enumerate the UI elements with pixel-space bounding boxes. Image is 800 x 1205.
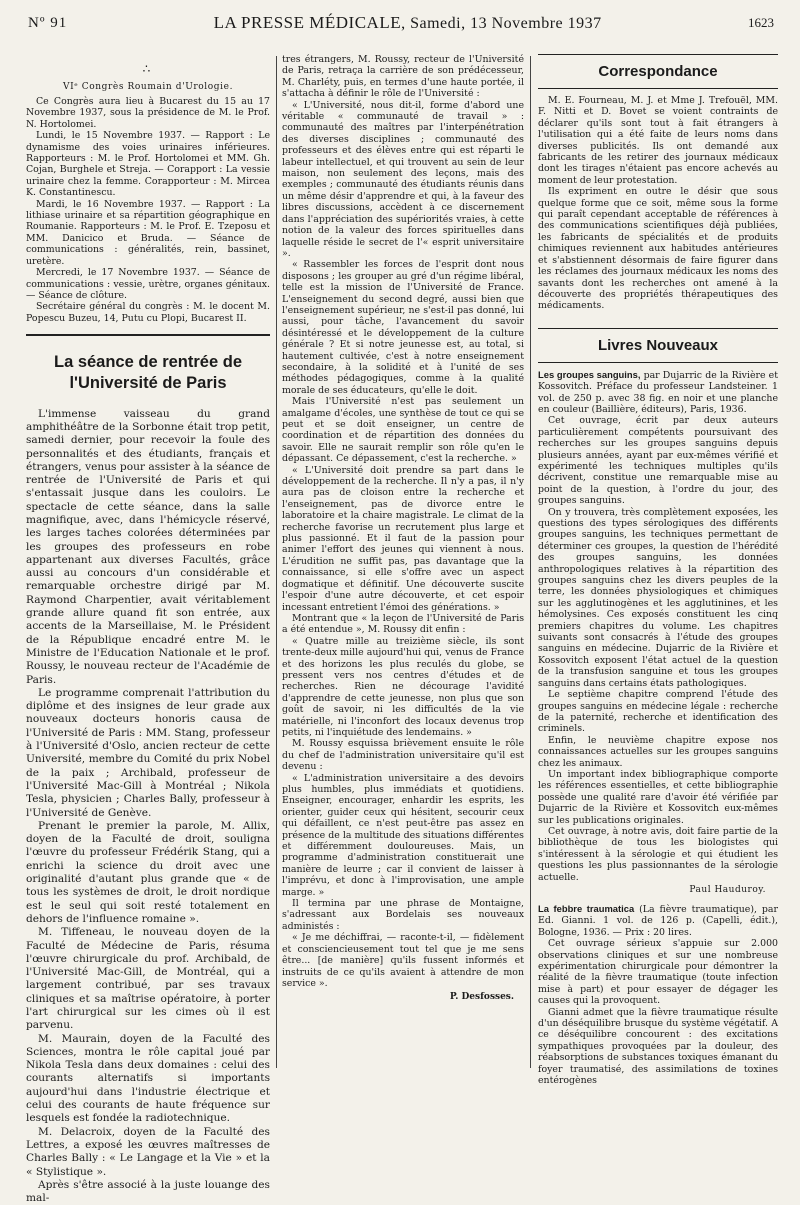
review-paragraph: Cet ouvrage, écrit par deux auteurs particulièrement compétents poursuivant des recherches sur les groupes sanguins depuis plusieurs années, ayant par eux-mêmes vérifié et expérimenté les techniques multiples qu'ils décrivent, constitue une remarquable mise au point de la question, à l'ordre du jour, des groupes sanguins. [538,415,778,507]
review-paragraph: Cet ouvrage sérieux s'appuie sur 2.000 observations cliniques et sur une nombreuse expérimentation chirurgicale pour démontrer la réalité de la fièvre traumatique (toute infection mise à part) et pour essayer de dégager les causes qui la provoquent. [538,938,778,1007]
review-signature: Paul Hauduroy. [689,885,766,895]
issue-date: Samedi, 13 Novembre 1937 [410,15,602,32]
quote-paragraph: « L'Université doit prendre sa part dans le développement de la recherche. Il n'y a pas, il n'y aura pas de cloison entre la recherche et l'enseignement, pas de divorce entre le laboratoire et la chaire magistrale. Le climat de la recherche favorise un recrutement plus large et plus passionné. Et il faut de la passion pour animer l'effort des jeunes qui viennent à nous. L'érudition ne suffit pas, pas davantage que la connaissance, si elle s'offre avec un aspect dogmatique et définitif. Une découverte suscite l'espoir d'une autre découverte, et cet espoir incessant entretient l'émoi des générations. » [282,464,524,613]
ornament: ∴ [142,62,154,76]
quote-paragraph: Mais l'Université n'est pas seulement un amalgame d'écoles, une synthèse de tout ce qui se peut et se doit enseigner, un centre de coordination et de répartition des données du savoir. Elle ne saurait remplir son rôle qu'en le dépassant. Ce dépassement, c'est la recherche. » [282,396,524,465]
review-paragraph: Gianni admet que la fièvre traumatique résulte d'un déséquilibre brusque du système végétatif. A ce déséquilibre concourent : des excitations sympathiques provoquées par la douleur, des réabsorptions de substances toxiques émanant du foyer traumatisé, des assimilations de toxines entérogènes [538,1006,778,1087]
article-paragraph: Prenant le premier la parole, M. Allix, doyen de la Faculté de droit, souligna l'œuvre du professeur Frédérik Stang, qui a enrichi la science du droit avec une originalité d'autant plus grande que « de tous les systèmes de droit, le droit nordique est le seul qui soit resté totalement en dehors de l'influence romaine ». [26,819,270,925]
page-header [28,6,774,40]
column-rule-2 [530,56,531,1068]
article-title: La séance de rentrée de l'Université de Paris [53,352,242,392]
book-reference [538,369,778,416]
review-paragraph: Le septième chapitre comprend l'étude des groupes sanguins en médecine légale : recherche de la paternité, recherche et identification des criminels. [538,689,778,735]
review-paragraph: Cet ouvrage, à notre avis, doit faire partie de la bibliothèque de tous les biologistes qui s'intéressent à la sérologie et qui étudient les questions les plus passionnantes de la sérologie actuelle. [538,825,778,883]
article-paragraph: M. Delacroix, doyen de la Faculté des Lettres, a exposé les œuvres maîtresses de Charles Bally : « Le Langage et la Vie » et la « Stylistique ». [26,1125,270,1178]
quote-paragraph: « L'administration universitaire a des devoirs plus humbles, plus immédiats et quotidiens. Enseigner, encourager, enhardir les esprits, les orienter, guider ceux qui hésitent, secourir ceux qui défaillent, ce n'est peut-être pas assez en présence de la multitude des situations différentes et différemment douloureuses. Mais, un programme d'administration constituerait une manière de leurre ; car il convient de laisser à l'imprévu, et donc à l'improvisation, une ample marge. » [282,772,524,898]
article-paragraph: Il termina par une phrase de Montaigne, s'adressant aux Bordelais ses nouveaux administés : [282,898,524,932]
masthead: LA PRESSE MÉDICALE, Samedi, 13 Novembre 1937 [213,13,602,32]
quote-paragraph: « Je me déchiffrai, — raconte-t-il, — fidèlement et consciencieusement tout tel que je me sens être... [de manière] qu'ils fussent informés et instruits de ce qu'ils avaient à attendre de mon service ». [282,932,524,989]
book-title: Les groupes sanguins, [538,368,641,380]
correspondance-title: Correspondance [598,63,718,80]
section-rule [538,362,778,363]
issue-number: Nº 91 [28,14,68,31]
article-paragraph: M. Roussy esquissa brièvement ensuite le rôle du chef de l'administration universitaire qu'il est devenu : [282,738,524,773]
quote-paragraph: « Rassembler les forces de l'esprit dont nous disposons ; les grouper au gré d'un régime libéral, telle est la mission de l'Université de France. L'enseignement du second degré, aussi bien que l'enseignement supérieur, ne s'est-il pas donné, lui aussi, pour tâche, l'avancement du savoir désintéressé et le développement de la culture générale ? Et si notre jeunesse est, au total, si hautement cultivée, c'est à notre enseignement secondaire, à la solidité et à l'unité de ses méthodes pédagogiques, comme à la qualité morale de ses éducateurs, qu'elle le doit. [282,259,524,396]
article-paragraph: L'immense vaisseau du grand amphithéâtre de la Sorbonne était trop petit, samedi dernier, pour recevoir la foule des personnalités et des étudiants, français et étrangers, venus pour assister à la séance de rentrée de l'Université de Paris et qui s'entassait jusque dans les couloirs. Le spectacle de cette séance, dans la salle magnifique, avec, dans l'hémicycle réservé, les larges taches colorées déterminées par les groupes des professeurs en robe appartenant aux diverses Facultés, grâce aussi au concours d'un considérable et remarquable orchestre dirigé par M. Raymond Charpentier, avait véritablement grande allure quand fit son entrée, aux accents de la Marseillaise, M. le Président de la République encadré entre M. le Ministre de l'Education Nationale et le prof. Roussy, le nouveau recteur de l'Académie de Paris. [26,407,270,686]
column-2 [282,54,524,1068]
review-paragraph: Un important index bibliographique comporte les références essentielles, et cette bibliographie possède une qualité rare d'avoir été vérifiée par Dujarric de la Rivière et Kossovitch eux-mêmes sur les publications originales. [538,768,778,826]
article-signature: P. Desfosses. [449,992,514,1003]
congress-paragraph: Mardi, le 16 Novembre 1937. — Rapport : La lithiase urinaire et sa répartition géographique en Roumanie. Rapporteurs : M. le Prof. E. Tzeposu et MM. Danicico et Bruda. — Séance de communications : généralités, rein, bassinet, uretère. [26,198,270,267]
review-paragraph: Enfin, le neuvième chapitre expose nos connaissances actuelles sur les groupes sanguins chez les animaux. [538,734,778,769]
quote-paragraph: « L'Université, nous dit-il, forme d'abord une véritable « communauté de travail » : communauté des maîtres par l'interpénétration des diverses disciplines ; communauté des professeurs et des élèves entre qui est réparti le labeur intellectuel, et qui trouvent au sein de leur maison, non seulement des leçons, mais des exemples ; communauté des étudiants réunis dans un même désir d'apprendre et qui, à la faveur des libres discussions, accèdent à ce discernement dans l'appréciation des supériorités vraies, à cette notion de la valeur des forces spirituelles dans laquelle réside le secret de l'« esprit universitaire ». [282,99,524,259]
book-reference [538,903,778,938]
article-paragraph: M. Maurain, doyen de la Faculté des Sciences, montra le rôle capital joué par Nikola Tesla dans deux domaines : celui des courants alternatifs si importants aujourd'hui dans l'industrie électrique et celui des courants de haute fréquence sur lesquels est fondée la radiotechnique. [26,1032,270,1125]
journal-title: LA PRESSE MÉDICALE [213,13,402,32]
article-paragraph: tres étrangers, M. Roussy, recteur de l'Université de Paris, retraça la carrière de son prédécesseur, M. Charléty, puis, en termes d'une haute portée, il s'attacha à définir le rôle de l'Université : [282,54,524,100]
column-1 [26,54,270,1205]
section-rule [538,88,778,89]
congress-paragraph: Secrétaire général du congrès : M. le docent M. Popescu Buzeu, 14, Putu cu Plopi, Bucarest II. [26,301,270,324]
congress-paragraph: Mercredi, le 17 Novembre 1937. — Séance de communications : vessie, urètre, organes génitaux. — Séance de clôture. [26,267,270,301]
section-rule [538,54,778,55]
congress-paragraph: Ce Congrès aura lieu à Bucarest du 15 au 17 Novembre 1937, sous la présidence de M. le Prof. N. Hortolomei. [26,96,270,130]
column-rule-1 [276,56,277,1068]
correspondance-paragraph: Ils expriment en outre le désir que sous quelque forme que ce soit, même sous la forme qui paraît cependant acceptable de références à des communications scientifiques déjà publiées, les fabricants de spécialités et de produits chimiques reviennent aux habitudes antérieures et s'abstiennent désormais de faire figurer dans les réclames des journaux médicaux les noms des savants dont les recherches ont amené à la découverte des propriétés thérapeutiques des médicaments. [538,186,778,312]
congress-paragraph: Lundi, le 15 Novembre 1937. — Rapport : Le dynamisme des voies urinaires inférieures. Rapporteurs : M. le Prof. Hortolomei et MM. Gh. Cojan, Burghele et Streja. — Corapport : La vessie urinaire chez la femme. Corapporteur : M. Mircea K. Constantinescu. [26,130,270,199]
quote-paragraph: « Quatre mille au treizième siècle, ils sont trente-deux mille aujourd'hui qui, venus de France et des horizons les plus reculés du globe, se pressent vers nos centres d'études et de recherches. Rien ne décourage l'avidité d'apprendre de cette jeunesse, non plus que son goût de savoir, ni les difficultés de la vie matérielle, ni l'inconfort des locaux devenus trop petits, ni l'inquiétude des lendemains. » [282,635,524,738]
book-details: (La fièvre traumatique), par Ed. Gianni. 1 vol. de 126 p. (Capelli, édit.), Bologne, 1936. — Prix : 20 lires. [538,904,778,938]
book-details: par Dujarric de la Rivière et Kossovitch. Préface du professeur Landsteiner. 1 vol. de 250 p. avec 38 fig. en noir et une planche en couleur (Baillière, éditeurs), Paris, 1936. [538,369,778,415]
correspondance-paragraph: M. E. Fourneau, M. J. et Mme J. Trefouël, MM. F. Nitti et D. Bovet se voient contraints de déclarer qu'ils sont tout à fait étrangers à l'utilisation qui a été faite de leurs noms dans diverses publicités. Ils ont demandé aux fabricants de les retirer des journaux médicaux dont les tirages n'étaient pas encore achevés au moment de leur protestation. [538,95,778,186]
article-paragraph: M. Tiffeneau, le nouveau doyen de la Faculté de Médecine de Paris, résuma l'œuvre chirurgicale du prof. Archibald, de l'Université Mac-Gill, de Montréal, qui a largement contribué, par ses travaux cliniques et sa maîtrise opératoire, à porter l'art chirurgical sur les cimes où il est parvenu. [26,926,270,1032]
book-title: La febbre traumatica [538,903,635,914]
column-3 [538,54,778,1087]
article-paragraph: Montrant que « la leçon de l'Université de Paris a été entendue », M. Roussy dit enfin : [282,612,524,636]
section-divider [26,334,270,336]
section-rule [538,328,778,329]
congress-title: VIᵉ Congrès Roumain d'Urologie. [62,82,234,92]
article-paragraph: Après s'être associé à la juste louange des mal- [26,1178,270,1205]
article-paragraph: Le programme comprenait l'attribution du diplôme et des insignes de leur grade aux nouveaux docteurs honoris causa de l'Université de Paris : MM. Stang, professeur à l'Université d'Oslo, ancien recteur de cette Université, membre du Comité du prix Nobel de la paix ; Archibald, professeur de l'Université Mac-Gill à Montréal ; Nikola Tesla, physicien ; Charles Bally, professeur à l'Université de Genève. [26,686,270,819]
review-paragraph: On y trouvera, très complètement exposées, les questions des types sérologiques des différents groupes sanguins, les techniques permettant de déterminer ces groupes, la question de l'hérédité des groupes sanguins, les données anthropologiques relatives à la répartition des groupes sanguins chez les divers peuples de la terre, les données physiologiques et chimiques sur les agglutinogènes et les agglutinines, et les hémolysines. Ces exposés constituent les cinq premiers chapitres du volume. Les chapitres suivants sont consacrés à l'étude des groupes sanguins en médecine. Dujarric de la Rivière et Kossovitch exposent l'état actuel de la question de la transfusion sanguine et tous les groupes sanguins dans certains états pathologiques. [538,506,778,689]
books-title: Livres Nouveaux [597,336,719,354]
page-number: 1623 [747,15,774,30]
